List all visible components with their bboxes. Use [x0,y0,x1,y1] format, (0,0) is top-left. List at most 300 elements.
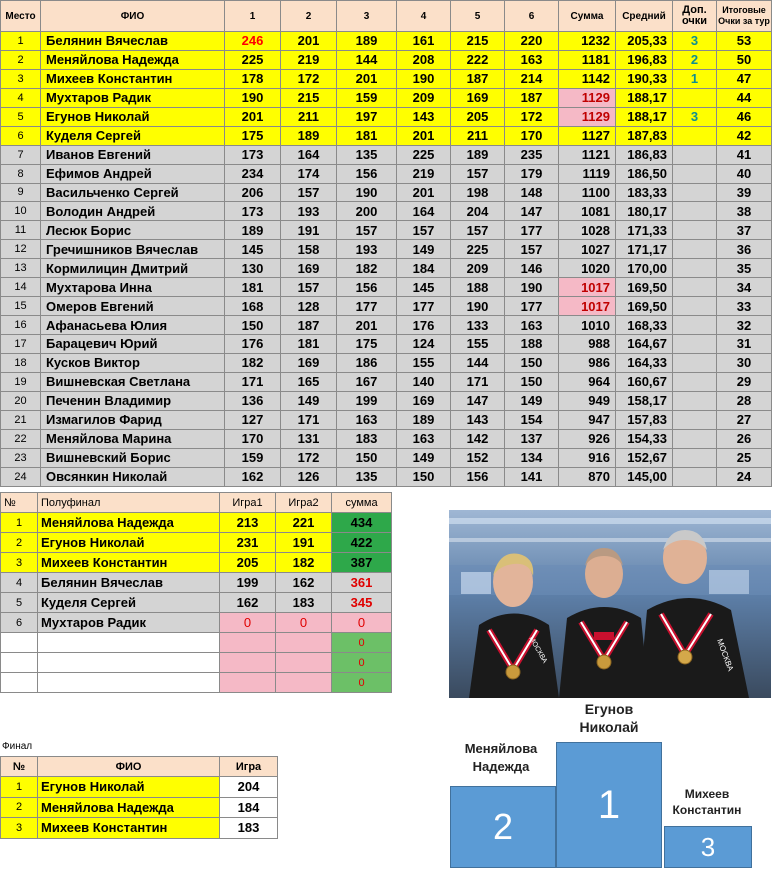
row-game-score: 150 [337,448,397,467]
row-bonus: 3 [673,32,717,51]
row-game-score: 220 [505,32,559,51]
col-header-game-5: 5 [451,1,505,32]
row-game-score: 211 [281,107,337,126]
row-game-score: 167 [337,372,397,391]
standings-row [1,88,772,107]
row-average: 145,00 [616,467,673,486]
standings-row [1,107,772,126]
row-average: 188,17 [616,88,673,107]
row-game-score: 149 [397,240,451,259]
row-game-score: 149 [281,391,337,410]
final-name: Егунов Николай [38,777,220,798]
semifinal-game-1: 199 [220,573,276,593]
semifinal-sum: 422 [332,533,392,553]
standings-row [1,183,772,202]
row-sum: 1127 [559,126,616,145]
row-bonus [673,410,717,429]
row-sum: 964 [559,372,616,391]
row-name: Меняйлова Марина [41,429,225,448]
semifinal-place: 2 [1,533,38,553]
semifinal-game-2: 162 [276,573,332,593]
row-game-score: 149 [397,448,451,467]
row-place: 22 [1,429,41,448]
row-place: 21 [1,410,41,429]
final-col-name: ФИО [38,757,220,777]
semifinal-empty-cell [276,653,332,673]
row-game-score: 201 [225,107,281,126]
row-game-score: 150 [397,467,451,486]
row-place: 5 [1,107,41,126]
row-name: Мухтаров Радик [41,88,225,107]
row-place: 15 [1,297,41,316]
semifinal-empty-cell [38,653,220,673]
row-game-score: 128 [281,297,337,316]
row-game-score: 209 [397,88,451,107]
semifinal-empty-cell [1,633,38,653]
row-sum: 1232 [559,32,616,51]
final-col-num: № [1,757,38,777]
row-total: 37 [717,221,772,240]
semifinal-empty-sum: 0 [332,673,392,693]
row-game-score: 124 [397,335,451,354]
row-name: Измагилов Фарид [41,410,225,429]
row-bonus: 2 [673,50,717,69]
row-name: Овсянкин Николай [41,467,225,486]
row-name: Егунов Николай [41,107,225,126]
row-sum: 1081 [559,202,616,221]
row-bonus [673,353,717,372]
row-place: 2 [1,50,41,69]
row-average: 160,67 [616,372,673,391]
row-sum: 1028 [559,221,616,240]
final-header-row [1,757,278,777]
final-game: 204 [220,777,278,798]
standings-row [1,391,772,410]
row-name: Ефимов Андрей [41,164,225,183]
row-game-score: 178 [225,69,281,88]
row-game-score: 222 [451,50,505,69]
standings-row [1,202,772,221]
row-game-score: 137 [505,429,559,448]
row-game-score: 201 [337,69,397,88]
row-game-score: 188 [451,278,505,297]
standings-row [1,32,772,51]
semifinal-place: 3 [1,553,38,573]
row-game-score: 225 [397,145,451,164]
row-place: 4 [1,88,41,107]
row-average: 183,33 [616,183,673,202]
row-game-score: 198 [451,183,505,202]
row-total: 31 [717,335,772,354]
row-total: 24 [717,467,772,486]
podium-third-name [660,786,754,818]
row-name: Володин Андрей [41,202,225,221]
row-game-score: 169 [451,88,505,107]
row-game-score: 176 [397,316,451,335]
semifinal-empty-cell [276,633,332,653]
row-name: Лесюк Борис [41,221,225,240]
row-name: Кусков Виктор [41,353,225,372]
row-place: 16 [1,316,41,335]
row-game-score: 215 [281,88,337,107]
row-game-score: 183 [337,429,397,448]
row-game-score: 191 [281,221,337,240]
row-game-score: 169 [397,391,451,410]
row-game-score: 235 [505,145,559,164]
row-game-score: 154 [505,410,559,429]
row-game-score: 197 [337,107,397,126]
row-game-score: 214 [505,69,559,88]
row-average: 157,83 [616,410,673,429]
col-header-total: Итоговые Очки за тур [717,1,772,32]
semifinal-sum: 387 [332,553,392,573]
row-game-score: 150 [225,316,281,335]
row-game-score: 152 [451,448,505,467]
standings-row [1,372,772,391]
row-bonus [673,259,717,278]
row-bonus [673,372,717,391]
row-sum: 1027 [559,240,616,259]
row-bonus [673,278,717,297]
row-game-score: 145 [225,240,281,259]
semifinal-name: Егунов Николай [38,533,220,553]
row-game-score: 190 [397,69,451,88]
semifinal-empty-cell [220,673,276,693]
row-game-score: 187 [505,88,559,107]
standings-row [1,240,772,259]
row-average: 164,67 [616,335,673,354]
row-place: 6 [1,126,41,145]
final-row [1,797,278,818]
jersey-text-left: МОСКВА [527,635,549,665]
semifinal-place: 6 [1,613,38,633]
row-name: Васильченко Сергей [41,183,225,202]
row-place: 14 [1,278,41,297]
col-header-game-4: 4 [397,1,451,32]
semifinal-row [1,573,392,593]
row-game-score: 155 [397,353,451,372]
row-game-score: 172 [281,69,337,88]
col-header-place: Место [1,1,41,32]
row-game-score: 189 [281,126,337,145]
row-name: Гречишников Вячеслав [41,240,225,259]
row-game-score: 184 [397,259,451,278]
semifinal-empty-sum: 0 [332,653,392,673]
row-place: 11 [1,221,41,240]
semifinal-game-1: 205 [220,553,276,573]
row-bonus [673,429,717,448]
final-place: 3 [1,818,38,839]
row-game-score: 190 [225,88,281,107]
row-total: 34 [717,278,772,297]
row-game-score: 130 [225,259,281,278]
final-name: Меняйлова Надежда [38,797,220,818]
row-total: 46 [717,107,772,126]
row-place: 18 [1,353,41,372]
semifinal-game-2: 183 [276,593,332,613]
row-game-score: 181 [337,126,397,145]
semifinal-game-1: 162 [220,593,276,613]
row-game-score: 165 [281,372,337,391]
col-header-game-2: 2 [281,1,337,32]
row-game-score: 127 [225,410,281,429]
semifinal-sum: 361 [332,573,392,593]
semifinal-empty-sum: 0 [332,633,392,653]
row-game-score: 189 [451,145,505,164]
standings-row [1,335,772,354]
col-header-game-1: 1 [225,1,281,32]
row-game-score: 147 [451,391,505,410]
row-game-score: 182 [337,259,397,278]
semifinal-empty-cell [276,673,332,693]
semifinal-place: 1 [1,513,38,533]
standings-row [1,145,772,164]
winners-photo [449,510,771,698]
row-bonus [673,88,717,107]
semifinal-sum: 0 [332,613,392,633]
row-name: Омеров Евгений [41,297,225,316]
row-game-score: 171 [451,372,505,391]
semifinal-game-2: 182 [276,553,332,573]
row-game-score: 170 [505,126,559,145]
row-game-score: 187 [451,69,505,88]
row-total: 28 [717,391,772,410]
standings-row [1,69,772,88]
row-name: Белянин Вячеслав [41,32,225,51]
row-average: 152,67 [616,448,673,467]
row-game-score: 157 [505,240,559,259]
row-sum: 1020 [559,259,616,278]
row-game-score: 181 [225,278,281,297]
row-place: 19 [1,372,41,391]
row-place: 20 [1,391,41,410]
final-name: Михеев Константин [38,818,220,839]
row-game-score: 181 [281,335,337,354]
row-game-score: 175 [225,126,281,145]
row-average: 186,50 [616,164,673,183]
row-name: Афанасьева Юлия [41,316,225,335]
row-game-score: 173 [225,202,281,221]
row-total: 53 [717,32,772,51]
standings-row [1,221,772,240]
semifinal-empty-cell [38,673,220,693]
semifinal-name: Меняйлова Надежда [38,513,220,533]
row-game-score: 149 [505,391,559,410]
row-sum: 1119 [559,164,616,183]
row-bonus [673,221,717,240]
row-sum: 1017 [559,297,616,316]
semifinal-game-1: 213 [220,513,276,533]
row-game-score: 187 [281,316,337,335]
semifinal-name: Белянин Вячеслав [38,573,220,593]
semifinal-table [0,492,392,693]
row-game-score: 211 [451,126,505,145]
semifinal-name: Михеев Константин [38,553,220,573]
row-game-score: 190 [337,183,397,202]
row-sum: 926 [559,429,616,448]
podium-second-name [446,740,556,776]
row-total: 42 [717,126,772,145]
row-total: 25 [717,448,772,467]
row-game-score: 206 [225,183,281,202]
row-game-score: 135 [337,145,397,164]
row-average: 186,83 [616,145,673,164]
row-bonus [673,164,717,183]
row-game-score: 176 [225,335,281,354]
semifinal-row [1,613,392,633]
row-game-score: 182 [225,353,281,372]
row-bonus [673,202,717,221]
row-game-score: 168 [225,297,281,316]
row-game-score: 188 [505,335,559,354]
semifinal-empty-cell [220,633,276,653]
row-game-score: 219 [281,50,337,69]
row-name: Печенин Владимир [41,391,225,410]
podium-first-rank: 1 [597,783,621,827]
row-place: 3 [1,69,41,88]
row-average: 164,33 [616,353,673,372]
row-bonus: 3 [673,107,717,126]
row-game-score: 219 [397,164,451,183]
row-total: 36 [717,240,772,259]
row-bonus [673,240,717,259]
podium-third-line1: Михеев [684,787,730,801]
row-game-score: 131 [281,429,337,448]
row-game-score: 209 [451,259,505,278]
row-game-score: 157 [397,221,451,240]
podium-first-block [556,742,662,868]
row-total: 33 [717,297,772,316]
row-game-score: 164 [281,145,337,164]
row-game-score: 141 [505,467,559,486]
row-bonus [673,391,717,410]
row-game-score: 148 [505,183,559,202]
row-name: Вишневский Борис [41,448,225,467]
podium-third-block [664,826,752,868]
col-header-bonus: Доп. очки [673,1,717,32]
row-game-score: 150 [505,372,559,391]
row-game-score: 157 [281,278,337,297]
row-game-score: 134 [505,448,559,467]
row-game-score: 173 [225,145,281,164]
row-place: 24 [1,467,41,486]
row-total: 38 [717,202,772,221]
row-game-score: 177 [397,297,451,316]
podium-second-rank: 2 [492,806,514,847]
row-sum: 947 [559,410,616,429]
row-game-score: 162 [225,467,281,486]
row-place: 17 [1,335,41,354]
standings-row [1,259,772,278]
standings-row [1,164,772,183]
row-total: 26 [717,429,772,448]
row-game-score: 144 [337,50,397,69]
final-place: 1 [1,777,38,798]
row-game-score: 145 [397,278,451,297]
col-header-sum: Сумма [559,1,616,32]
row-total: 32 [717,316,772,335]
row-game-score: 170 [225,429,281,448]
semifinal-game-2: 221 [276,513,332,533]
row-total: 50 [717,50,772,69]
semifinal-col-game-2: Игра2 [276,493,332,513]
row-place: 9 [1,183,41,202]
row-place: 8 [1,164,41,183]
row-total: 40 [717,164,772,183]
row-sum: 870 [559,467,616,486]
row-game-score: 193 [337,240,397,259]
row-bonus [673,335,717,354]
row-game-score: 234 [225,164,281,183]
final-caption: Финал [2,741,33,752]
row-game-score: 172 [281,448,337,467]
row-game-score: 179 [505,164,559,183]
standings-row [1,467,772,486]
row-bonus [673,448,717,467]
semifinal-title: Полуфинал [38,493,220,513]
row-average: 170,00 [616,259,673,278]
row-sum: 1142 [559,69,616,88]
semifinal-place: 4 [1,573,38,593]
row-game-score: 177 [505,221,559,240]
row-game-score: 189 [337,32,397,51]
row-game-score: 140 [397,372,451,391]
row-game-score: 225 [225,50,281,69]
row-game-score: 157 [281,183,337,202]
row-average: 188,17 [616,107,673,126]
row-game-score: 159 [225,448,281,467]
semifinal-col-sum: сумма [332,493,392,513]
semifinal-col-game-1: Игра1 [220,493,276,513]
row-name: Мухтарова Инна [41,278,225,297]
semifinal-game-1: 231 [220,533,276,553]
standings-row [1,278,772,297]
row-game-score: 172 [505,107,559,126]
semifinal-empty-cell [1,673,38,693]
row-place: 1 [1,32,41,51]
semifinal-empty-row [1,633,392,653]
row-game-score: 201 [397,183,451,202]
row-sum: 1121 [559,145,616,164]
row-total: 29 [717,372,772,391]
row-game-score: 246 [225,32,281,51]
row-game-score: 193 [281,202,337,221]
semifinal-game-2: 0 [276,613,332,633]
row-game-score: 175 [337,335,397,354]
row-game-score: 189 [225,221,281,240]
row-game-score: 144 [451,353,505,372]
row-game-score: 126 [281,467,337,486]
row-game-score: 158 [281,240,337,259]
row-game-score: 163 [337,410,397,429]
semifinal-game-2: 191 [276,533,332,553]
row-game-score: 201 [337,316,397,335]
podium-second-line1: Меняйлова [464,741,538,756]
row-game-score: 150 [505,353,559,372]
podium-first-name [554,700,664,736]
row-game-score: 208 [397,50,451,69]
final-game: 183 [220,818,278,839]
row-game-score: 171 [281,410,337,429]
row-name: Вишневская Светлана [41,372,225,391]
row-name: Барацевич Юрий [41,335,225,354]
row-name: Куделя Сергей [41,126,225,145]
row-game-score: 177 [337,297,397,316]
row-sum: 916 [559,448,616,467]
semifinal-row [1,533,392,553]
standings-row [1,448,772,467]
row-sum: 1129 [559,107,616,126]
